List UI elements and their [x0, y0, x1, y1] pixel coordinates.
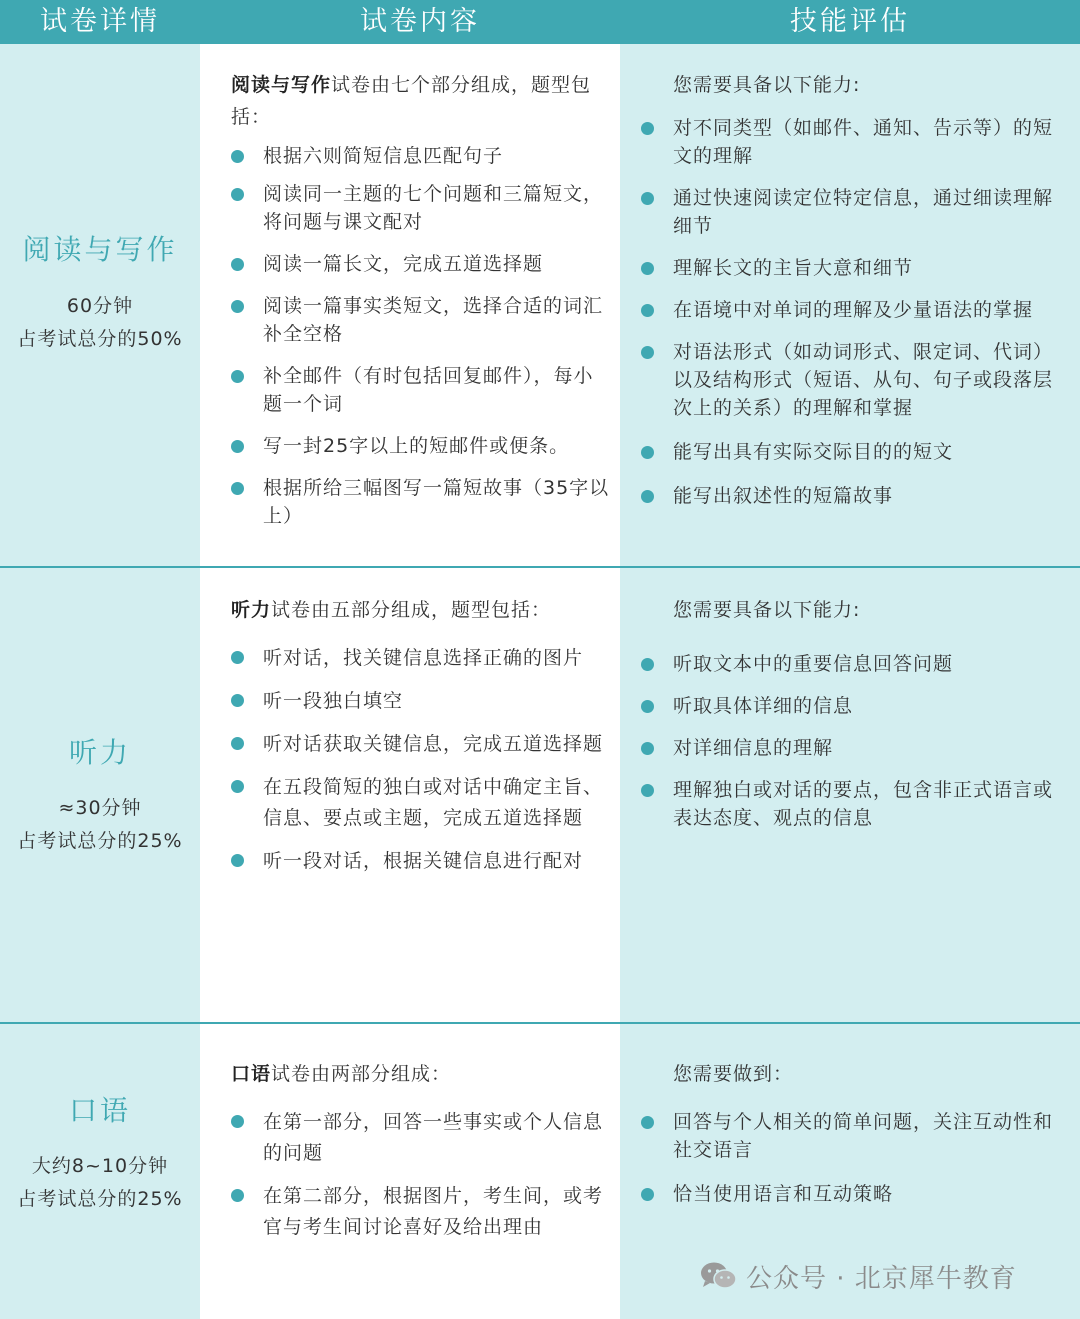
- bullet-dot-icon: [641, 490, 654, 503]
- list-item: 在第二部分，根据图片，考生间，或考官与考生间讨论喜好及给出理由: [231, 1181, 611, 1243]
- wechat-icon: [700, 1261, 738, 1291]
- section-intro-bold: 听力: [231, 599, 272, 621]
- bullet-dot-icon: [231, 370, 244, 383]
- list-item: 通过快速阅读定位特定信息，通过细读理解细节: [641, 184, 1071, 240]
- section-weight: 占考试总分的25%: [17, 1188, 183, 1210]
- skills-list: [641, 114, 1071, 510]
- bullet-dot-icon: [641, 784, 654, 797]
- section-weight: 占考试总分的50%: [17, 328, 183, 350]
- list-item: 听取具体详细的信息: [641, 692, 1071, 720]
- skills-list: [641, 1108, 1071, 1208]
- skills-list: [641, 650, 1071, 832]
- question-type-list: [231, 643, 611, 877]
- bullet-dot-icon: [641, 304, 654, 317]
- list-item: 在五段简短的独白或对话中确定主旨、信息、要点或主题，完成五道选择题: [231, 772, 611, 834]
- list-item: 写一封25字以上的短邮件或便条。: [231, 432, 611, 460]
- bullet-dot-icon: [641, 1188, 654, 1201]
- list-item: 在语境中对单词的理解及少量语法的掌握: [641, 296, 1071, 324]
- list-item: 对详细信息的理解: [641, 734, 1071, 762]
- skills-intro: 您需要具备以下能力:: [673, 599, 861, 621]
- bullet-dot-icon: [641, 446, 654, 459]
- section-weight: 占考试总分的25%: [17, 830, 183, 852]
- bullet-dot-icon: [231, 1115, 244, 1128]
- bullet-dot-icon: [231, 258, 244, 271]
- section-duration: 60分钟: [66, 295, 134, 317]
- list-item: 根据所给三幅图写一篇短故事（35字以上）: [231, 474, 611, 530]
- list-item: 回答与个人相关的简单问题，关注互动性和社交语言: [641, 1108, 1071, 1164]
- bullet-dot-icon: [231, 300, 244, 313]
- bullet-dot-icon: [231, 482, 244, 495]
- bullet-dot-icon: [231, 188, 244, 201]
- list-item: 对语法形式（如动词形式、限定词、代词）以及结构形式（短语、从句、句子或段落层次上的关系）的理解和掌握: [641, 338, 1071, 422]
- table-header: [0, 0, 1080, 44]
- watermark: [700, 1258, 1017, 1294]
- list-item: 对不同类型（如邮件、通知、告示等）的短文的理解: [641, 114, 1071, 170]
- section-intro-bold: 阅读与写作: [231, 74, 332, 96]
- list-item: 根据六则简短信息匹配句子: [231, 142, 611, 170]
- bullet-dot-icon: [231, 1189, 244, 1202]
- bullet-dot-icon: [641, 122, 654, 135]
- skills-intro: 您需要具备以下能力:: [673, 74, 861, 96]
- bullet-dot-icon: [231, 651, 244, 664]
- bullet-dot-icon: [231, 150, 244, 163]
- section-intro: [231, 69, 601, 133]
- bullet-dot-icon: [231, 737, 244, 750]
- list-item: 能写出叙述性的短篇故事: [641, 482, 1071, 510]
- bullet-dot-icon: [641, 700, 654, 713]
- list-item: 能写出具有实际交际目的的短文: [641, 438, 1071, 466]
- section-intro-bold: 口语: [231, 1063, 272, 1085]
- list-item: 阅读一篇事实类短文，选择合适的词汇补全空格: [231, 292, 611, 348]
- section-title: 阅读与写作: [22, 233, 178, 266]
- watermark-text: 公众号 · 北京犀牛教育: [746, 1263, 1017, 1294]
- list-item: 阅读一篇长文，完成五道选择题: [231, 250, 611, 278]
- bullet-dot-icon: [641, 742, 654, 755]
- bullet-dot-icon: [641, 262, 654, 275]
- bullet-dot-icon: [641, 658, 654, 671]
- list-item: 在第一部分，回答一些事实或个人信息的问题: [231, 1107, 611, 1169]
- section-intro-text: 试卷由七个部分组成，题型包括：: [231, 74, 592, 128]
- list-item: 听对话获取关键信息，完成五道选择题: [231, 729, 611, 760]
- question-type-list: [231, 1107, 611, 1243]
- list-item: 补全邮件（有时包括回复邮件），每小题一个词: [231, 362, 611, 418]
- bullet-dot-icon: [231, 780, 244, 793]
- bullet-dot-icon: [231, 854, 244, 867]
- section-intro-text: 试卷由两部分组成：: [271, 1063, 452, 1085]
- list-item: 听一段独白填空: [231, 686, 611, 717]
- header-exam-content: 试卷内容: [360, 6, 480, 37]
- section-duration: 大约8~10分钟: [31, 1155, 169, 1177]
- list-item: 恰当使用语言和互动策略: [641, 1180, 1071, 1208]
- list-item: 听对话，找关键信息选择正确的图片: [231, 643, 611, 674]
- list-item: 理解独白或对话的要点，包含非正式语言或表达态度、观点的信息: [641, 776, 1071, 832]
- section-intro: [231, 1058, 611, 1090]
- bullet-dot-icon: [641, 346, 654, 359]
- question-type-list: [231, 142, 611, 530]
- list-item: 阅读同一主题的七个问题和三篇短文，将问题与课文配对: [231, 180, 611, 236]
- skills-intro: 您需要做到：: [673, 1063, 794, 1085]
- bullet-dot-icon: [231, 440, 244, 453]
- bullet-dot-icon: [641, 192, 654, 205]
- header-skills-assessment: 技能评估: [790, 6, 910, 37]
- list-item: 理解长文的主旨大意和细节: [641, 254, 1071, 282]
- bullet-dot-icon: [641, 1116, 654, 1129]
- section-title: 口语: [68, 1094, 131, 1127]
- section-title: 听力: [68, 736, 131, 769]
- list-item: 听取文本中的重要信息回答问题: [641, 650, 1071, 678]
- list-item: 听一段对话，根据关键信息进行配对: [231, 846, 611, 877]
- section-duration: ≈30分钟: [58, 797, 142, 819]
- section-intro-text: 试卷由五部分组成，题型包括：: [271, 599, 552, 621]
- header-exam-details: 试卷详情: [40, 6, 160, 37]
- bullet-dot-icon: [231, 694, 244, 707]
- section-intro: [231, 594, 611, 626]
